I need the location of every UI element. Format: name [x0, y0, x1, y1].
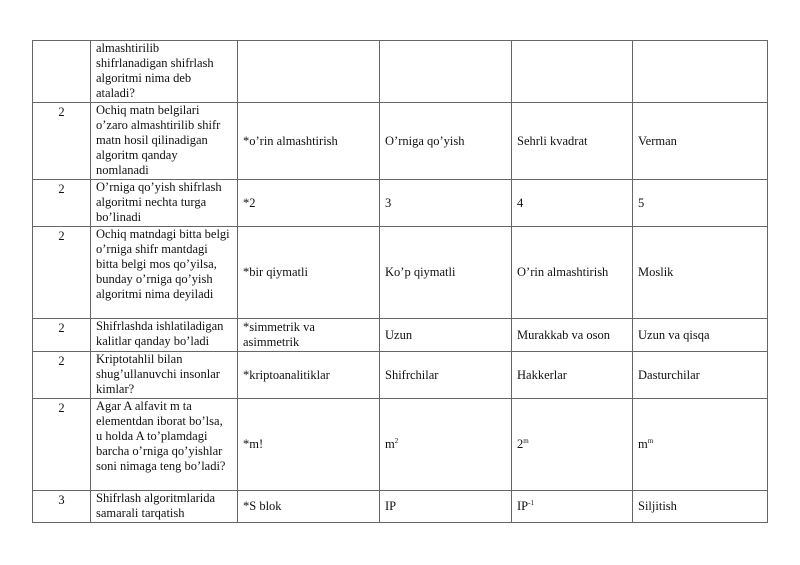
answer-c: O’rin almashtirish — [512, 227, 633, 319]
table-row — [33, 352, 768, 399]
answer-c — [512, 399, 633, 491]
answer-c: Hakkerlar — [512, 352, 633, 399]
table-row — [33, 319, 768, 352]
row-number: 2 — [33, 103, 91, 180]
answer-a: *2 — [238, 180, 380, 227]
answer-d: Moslik — [633, 227, 768, 319]
answer-b: IP — [380, 491, 512, 523]
row-number: 2 — [33, 399, 91, 491]
answer-d — [633, 399, 768, 491]
answer-b: Uzun — [380, 319, 512, 352]
question-cell: Shifrlash algoritmlarida samarali tarqatish — [91, 491, 238, 523]
answer-a: *simmetrik va asimmetrik — [238, 319, 380, 352]
question-cell: Kriptotahlil bilan shug’ullanuvchi insonlar kimlar? — [91, 352, 238, 399]
answer-b: O’rniga qo’yish — [380, 103, 512, 180]
answer-b — [380, 399, 512, 491]
answer-d: Dasturchilar — [633, 352, 768, 399]
question-cell: Ochiq matndagi bitta belgi o’rniga shifr mantdagi bitta belgi mos qo’yilsa, bunday o’rniga qo’yish algoritmi nima deyiladi — [91, 227, 238, 319]
answer-a: *S blok — [238, 491, 380, 523]
row-number: 2 — [33, 180, 91, 227]
answer-d: Uzun va qisqa — [633, 319, 768, 352]
row-number: 2 — [33, 319, 91, 352]
answer-exponent: 2 — [394, 437, 399, 445]
row-number: 3 — [33, 491, 91, 523]
answer-a — [238, 41, 380, 103]
answer-a: *bir qiymatli — [238, 227, 380, 319]
answer-a: *kriptoanalitiklar — [238, 352, 380, 399]
question-cell: O’rniga qo’yish shifrlash algoritmi nechta turga bo’linadi — [91, 180, 238, 227]
answer-c — [512, 41, 633, 103]
answer-d: Verman — [633, 103, 768, 180]
table-row — [33, 491, 768, 523]
answer-b: 3 — [380, 180, 512, 227]
answer-c — [512, 491, 633, 523]
question-cell: Agar A alfavit m ta elementdan iborat bo’lsa, u holda A to’plamdagi barcha o’rniga qo’yishlar soni nimaga teng bo’ladi? — [91, 399, 238, 491]
answer-d — [633, 41, 768, 103]
table-row — [33, 399, 768, 491]
question-cell: almashtirilib shifrlanadigan shifrlash algoritmi nima deb ataladi? — [91, 41, 238, 103]
row-number: 2 — [33, 352, 91, 399]
answer-c: Murakkab va oson — [512, 319, 633, 352]
answer-c: 4 — [512, 180, 633, 227]
table-row — [33, 227, 768, 319]
answer-exponent: m — [647, 437, 654, 445]
row-number: 2 — [33, 227, 91, 319]
answer-b — [380, 41, 512, 103]
answer-c: Sehrli kvadrat — [512, 103, 633, 180]
table-row — [33, 103, 768, 180]
answer-b: Shifrchilar — [380, 352, 512, 399]
answer-base: m — [638, 437, 648, 451]
answer-d: Siljitish — [633, 491, 768, 523]
answer-a: *m! — [238, 399, 380, 491]
answer-exponent: -1 — [528, 499, 534, 507]
answer-b: Ko’p qiymatli — [380, 227, 512, 319]
answer-base: m — [385, 437, 395, 451]
answer-d: 5 — [633, 180, 768, 227]
answer-a: *o’rin almashtirish — [238, 103, 380, 180]
answer-base: IP — [517, 499, 529, 513]
answer-exponent: m — [523, 437, 529, 445]
row-number — [33, 41, 91, 103]
table-row — [33, 180, 768, 227]
answer-base: 2 — [517, 437, 524, 451]
quiz-table — [32, 40, 768, 523]
question-cell: Ochiq matn belgilari o’zaro almashtirilib shifr matn hosil qilinadigan algoritm qanday nomlanadi — [91, 103, 238, 180]
table-row — [33, 41, 768, 103]
question-cell: Shifrlashda ishlatiladigan kalitlar qanday bo’ladi — [91, 319, 238, 352]
